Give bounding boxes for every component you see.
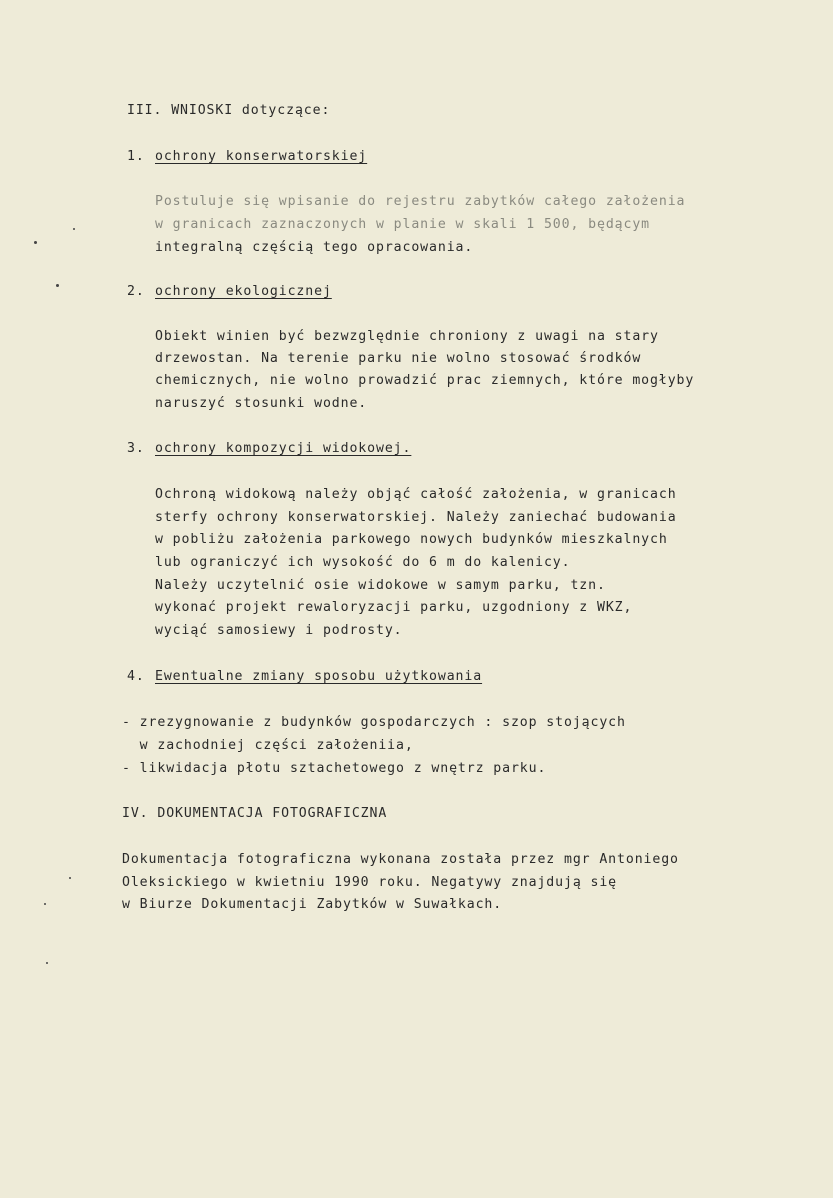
- item-number: 3.: [127, 441, 145, 456]
- section-heading: IV. DOKUMENTACJA FOTOGRAFICZNA: [122, 806, 388, 821]
- item-title: ochrony konserwatorskiej: [155, 149, 368, 164]
- item-number: 4.: [127, 669, 145, 684]
- scan-speck: [69, 877, 71, 879]
- scan-speck: [56, 284, 59, 287]
- paragraph-line: naruszyć stosunki wodne.: [155, 396, 368, 411]
- item-number: 2.: [127, 284, 145, 299]
- list-item: - likwidacja płotu sztachetowego z wnętrz parku.: [122, 761, 547, 776]
- paragraph-line: drzewostan. Na terenie parku nie wolno stosować środków: [155, 351, 642, 366]
- item-number: 1.: [127, 149, 145, 164]
- paragraph-line: w granicach zaznaczonych w planie w skali 1 500, będącym: [155, 217, 651, 232]
- paragraph-line: Oleksickiego w kwietniu 1990 roku. Negatywy znajdują się: [122, 875, 618, 890]
- scan-speck: [34, 241, 37, 244]
- paragraph-line: Obiekt winien być bezwzględnie chroniony z uwagi na stary: [155, 329, 659, 344]
- paragraph-line: Postuluje się wpisanie do rejestru zabytków całego założenia: [155, 194, 686, 209]
- paragraph-line: sterfy ochrony konserwatorskiej. Należy zaniechać budowania: [155, 510, 677, 525]
- paragraph-line: Ochroną widokową należy objąć całość założenia, w granicach: [155, 487, 677, 502]
- paragraph-line: lub ograniczyć ich wysokość do 6 m do kalenicy.: [155, 555, 571, 570]
- scan-speck: [44, 903, 46, 905]
- paragraph-line: wykonać projekt rewaloryzacji parku, uzgodniony z WKZ,: [155, 600, 633, 615]
- list-item: w zachodniej części założeniia,: [122, 738, 414, 753]
- paragraph-line: Należy uczytelnić osie widokowe w samym parku, tzn.: [155, 578, 606, 593]
- paragraph-line: w Biurze Dokumentacji Zabytków w Suwałkach.: [122, 897, 503, 912]
- scan-speck: [73, 228, 75, 230]
- item-title: Ewentualne zmiany sposobu użytkowania: [155, 669, 483, 684]
- section-heading: III. WNIOSKI dotyczące:: [127, 103, 331, 118]
- list-item: - zrezygnowanie z budynków gospodarczych : szop stojących: [122, 715, 626, 730]
- paragraph-line: Dokumentacja fotograficzna wykonana została przez mgr Antoniego: [122, 852, 679, 867]
- paragraph-line: wyciąć samosiewy i podrosty.: [155, 623, 403, 638]
- item-title: ochrony kompozycji widokowej.: [155, 441, 412, 456]
- paragraph-line: integralną częścią tego opracowania.: [155, 240, 474, 255]
- paragraph-line: chemicznych, nie wolno prowadzić prac ziemnych, które mogłyby: [155, 373, 695, 388]
- item-title: ochrony ekologicznej: [155, 284, 332, 299]
- paragraph-line: w pobliżu założenia parkowego nowych budynków mieszkalnych: [155, 532, 668, 547]
- scan-speck: [46, 962, 48, 964]
